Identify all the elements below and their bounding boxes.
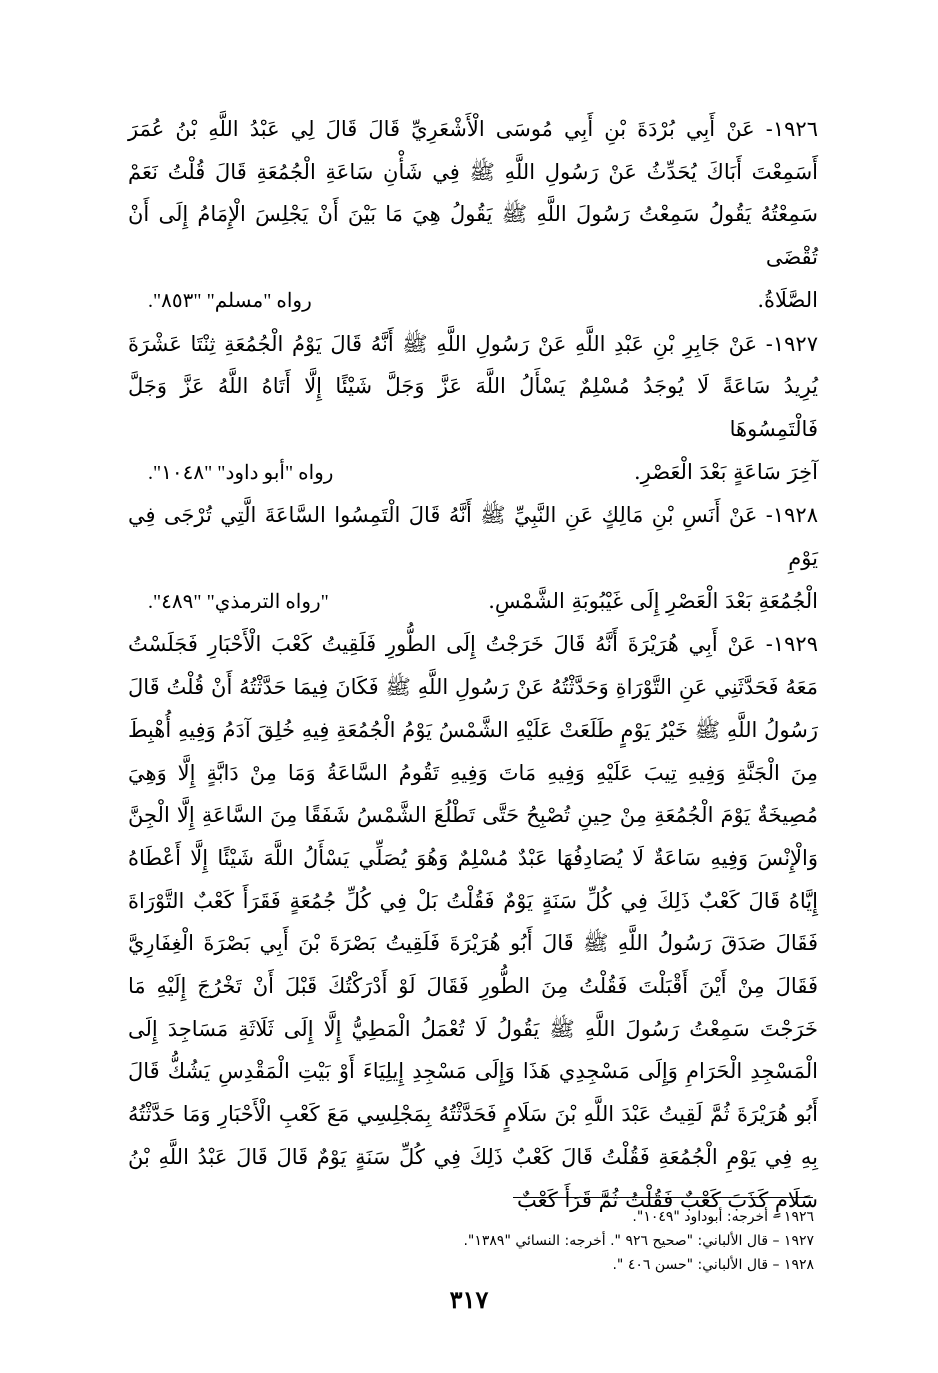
footnotes — [334, 1205, 814, 1277]
main-text — [128, 108, 818, 1221]
hadith-text: ١٩٢٨- عَنْ أَنَسِ بْنِ مَالِكٍ عَنِ النَّبِيِّ ﷺ أَنَّهُ قَالَ الْتَمِسُوا السَّاعَةَ الَّتِي تُرْجَى فِي يَوْمِ — [128, 503, 818, 571]
hadith-end-text: الصَّلَاةُ. — [757, 287, 818, 312]
page-number: ٣١٧ — [449, 1285, 489, 1314]
hadith-end-line — [128, 451, 818, 495]
hadith-1929 — [128, 623, 818, 1221]
hadith-end-text: آخِرَ سَاعَةٍ بَعْدَ الْعَصْرِ. — [633, 459, 818, 484]
hadith-1927 — [128, 323, 818, 495]
hadith-1928 — [128, 494, 818, 623]
footnote-1926: ١٩٢٦ – أخرجه: أبوداود "١٠٤٩". — [632, 1209, 814, 1225]
footnote-1928: ١٩٢٨ – قال الألباني: "حسن ٤٠٦ ". — [612, 1257, 814, 1273]
hadith-text: ١٩٢٩- عَنْ أَبِي هُرَيْرَةَ أَنَّهُ قَالَ خَرَجْتُ إِلَى الطُّورِ فَلَقِيتُ كَعْبَ الْأَحْبَارِ فَجَلَسْتُ مَعَهُ فَحَدَّثَنِي عَنِ التَّوْرَاةِ وَحَدَّثْتُهُ عَنْ رَسُولِ اللَّهِ ﷺ فَكَانَ فِيمَا حَدَّثْتُهُ أَنْ قُلْتُ قَالَ رَسُولُ اللَّهِ ﷺ خَيْرُ يَوْمٍ طَلَعَتْ عَلَيْهِ الشَّمْسُ يَوْمُ الْجُمُعَةِ فِيهِ خُلِقَ آدَمُ وَفِيهِ أُهْبِطَ مِنَ الْجَنَّةِ وَفِيهِ تِيبَ عَلَيْهِ وَفِيهِ مَاتَ وَفِيهِ تَقُومُ السَّاعَةُ وَمَا مِنْ دَابَّةٍ إِلَّا وَهِيَ مُصِيخَةٌ يَوْمَ الْجُمُعَةِ مِنْ حِينِ تُصْبِحُ حَتَّى تَطْلُعَ الشَّمْسُ شَفَقًا مِنَ السَّاعَةِ إِلَّا الْجِنَّ وَالْإِنْسَ وَفِيهِ سَاعَةٌ لَا يُصَادِفُهَا عَبْدٌ مُسْلِمٌ وَهُوَ يُصَلِّي يَسْأَلُ اللَّهَ شَيْئًا إِلَّا أَعْطَاهُ إِيَّاهُ قَالَ كَعْبٌ ذَلِكَ فِي كُلِّ سَنَةٍ يَوْمٌ فَقُلْتُ بَلْ فِي كُلِّ جُمُعَةٍ فَقَرَأَ كَعْبٌ التَّوْرَاةَ فَقَالَ صَدَقَ رَسُولُ اللَّهِ ﷺ قَالَ أَبُو هُرَيْرَةَ فَلَقِيتُ بَصْرَةَ بْنَ أَبِي بَصْرَةَ الْغِفَارِيَّ فَقَالَ مِنْ أَيْنَ أَقْبَلْتَ فَقُلْتُ مِنَ الطُّورِ فَقَالَ لَوْ أَدْرَكْتُكَ قَبْلَ أَنْ تَخْرُجَ إِلَيْهِ مَا خَرَجْتَ سَمِعْتُ رَسُولَ اللَّهِ ﷺ يَقُولُ لَا تُعْمَلُ الْمَطِيُّ إِلَّا إِلَى ثَلَاثَةِ مَسَاجِدَ إِلَى الْمَسْجِدِ الْحَرَامِ وَإِلَى مَسْجِدِي هَذَا وَإِلَى مَسْجِدِ إِيلِيَاءَ أَوْ بَيْتِ الْمَقْدِسِ يَشُكُّ قَالَ أَبُو هُرَيْرَةَ ثُمَّ لَقِيتُ عَبْدَ اللَّهِ بْنَ سَلَامٍ فَحَدَّثْتُهُ بِمَجْلِسِي مَعَ كَعْبِ الْأَحْبَارِ وَمَا حَدَّثْتُهُ بِهِ فِي يَوْمِ الْجُمُعَةِ فَقُلْتُ قَالَ كَعْبٌ ذَلِكَ فِي كُلِّ سَنَةٍ يَوْمٌ قَالَ قَالَ عَبْدُ اللَّهِ بْنُ سَلَامٍ كَذَبَ كَعْبٌ فَقُلْتُ ثُمَّ قَرَأَ كَعْبٌ — [128, 632, 818, 1212]
hadith-end-line — [128, 580, 818, 624]
hadith-source: "رواه الترمذي" "٤٨٩". — [148, 590, 329, 613]
hadith-end-line — [128, 279, 818, 323]
footnote-1927: ١٩٢٧ – قال الألباني: "صحيح ٩٢٦ ". أخرجه: النسائي "١٣٨٩". — [463, 1233, 814, 1249]
hadith-1926 — [128, 108, 818, 323]
hadith-source: رواه "أبو داود" "١٠٤٨". — [148, 461, 334, 484]
hadith-text: ١٩٢٧- عَنْ جَابِرِ بْنِ عَبْدِ اللَّهِ عَنْ رَسُولِ اللَّهِ ﷺ أَنَّهُ قَالَ يَوْمُ الْجُمُعَةِ ثِنْتَا عَشْرَةَ يُرِيدُ سَاعَةً لَا يُوجَدُ مُسْلِمٌ يَسْأَلُ اللَّهَ عَزَّ وَجَلَّ شَيْئًا إِلَّا أَتَاهُ اللَّهُ عَزَّ وَجَلَّ فَالْتَمِسُوهَا — [128, 331, 818, 441]
footnote-divider — [513, 1197, 813, 1198]
hadith-text: ١٩٢٦- عَنْ أَبِي بُرْدَةَ بْنِ أَبِي مُوسَى الْأَشْعَرِيِّ قَالَ قَالَ لِي عَبْدُ اللَّهِ بْنُ عُمَرَ أَسَمِعْتَ أَبَاكَ يُحَدِّثُ عَنْ رَسُولِ اللَّهِ ﷺ فِي شَأْنِ سَاعَةِ الْجُمُعَةِ قَالَ قُلْتُ نَعَمْ سَمِعْتُهُ يَقُولُ سَمِعْتُ رَسُولَ اللَّهِ ﷺ يَقُولُ هِيَ مَا بَيْنَ أَنْ يَجْلِسَ الْإِمَامُ إِلَى أَنْ تُقْضَى — [128, 117, 818, 270]
hadith-source: رواه "مسلم" "٨٥٣". — [148, 289, 312, 312]
hadith-end-text: الْجُمُعَةِ بَعْدَ الْعَصْرِ إِلَى غَيْبُوبَةِ الشَّمْسِ. — [488, 588, 818, 613]
